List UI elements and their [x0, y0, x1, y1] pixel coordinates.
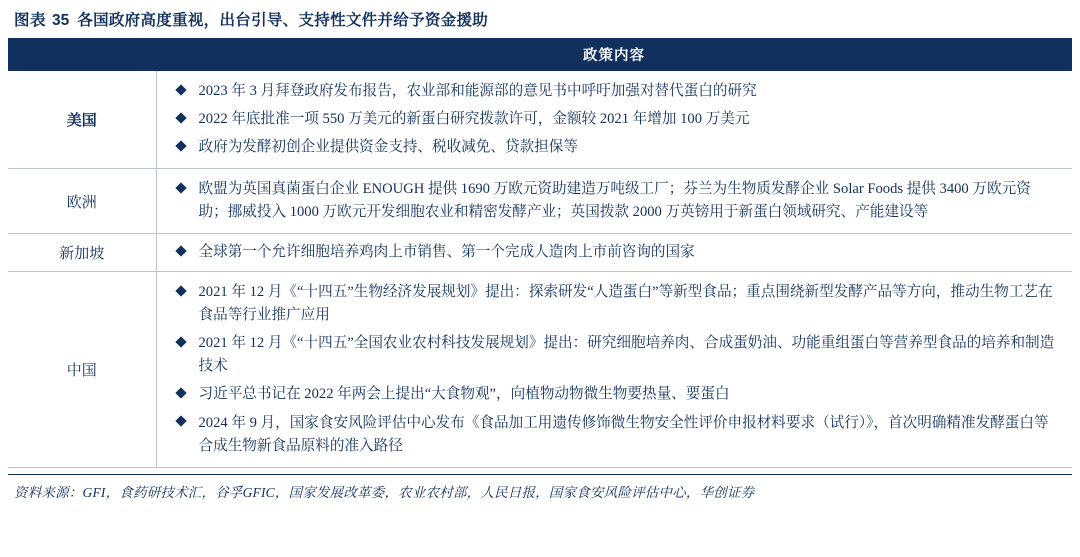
diamond-bullet-icon [175, 337, 186, 348]
diamond-bullet-icon [175, 416, 186, 427]
diamond-bullet-icon [175, 182, 186, 193]
bullet-list [167, 281, 1059, 457]
list-item [167, 178, 1059, 224]
table-header-row [8, 39, 1072, 71]
list-item [167, 281, 1059, 327]
diamond-bullet-icon [175, 140, 186, 151]
table-header [8, 39, 1072, 71]
list-item [167, 108, 1059, 131]
figure-title-number: 35 [52, 12, 70, 29]
list-item-text: 2024 年 9 月，国家食安风险评估中心发布《食品加工用遗传修饰微生物安全性评价申报材料要求（试行）》，首次明确精准发酵蛋白等合成生物新食品原料的准入路径 [198, 414, 1049, 454]
region-cell: 美国 [8, 71, 156, 169]
figure-title [8, 0, 1072, 38]
table-row [8, 234, 1072, 272]
list-item [167, 332, 1059, 378]
table-body [8, 71, 1072, 468]
diamond-bullet-icon [175, 84, 186, 95]
column-header-region [8, 39, 156, 71]
table-row [8, 71, 1072, 169]
bullet-list [167, 80, 1059, 159]
list-item-text: 政府为发酵初创企业提供资金支持、税收减免、贷款担保等 [198, 139, 578, 156]
content-cell [156, 234, 1072, 272]
region-cell: 新加坡 [8, 234, 156, 272]
list-item [167, 383, 1059, 406]
figure-title-label: 图表 [14, 12, 47, 29]
diamond-bullet-icon [175, 245, 186, 256]
table-row [8, 272, 1072, 467]
policy-table [8, 38, 1072, 468]
figure-title-text: 各国政府高度重视，出台引导、支持性文件并给予资金援助 [77, 12, 489, 29]
table-row [8, 169, 1072, 234]
list-item [167, 136, 1059, 159]
source-note: 资料来源：GFI，食药研技术汇，谷孚GFIC，国家发展改革委，农业农村部，人民日报，国家食安风险评估中心，华创证券 [8, 474, 1072, 501]
content-cell [156, 272, 1072, 467]
list-item-text: 欧盟为英国真菌蛋白企业 ENOUGH 提供 1690 万欧元资助建造万吨级工厂；芬兰为生物质发酵企业 Solar Foods 提供 3400 万欧元资助；挪威投入 1000 万欧元开发细胞农业和精密发酵产业；英国拨款 2000 万英镑用于新蛋白领域研究、产能建设等 [198, 181, 1031, 221]
list-item [167, 241, 1059, 264]
list-item-text: 2021 年 12 月《“十四五”全国农业农村科技发展规划》提出：研究细胞培养肉、合成蛋奶油、功能重组蛋白等营养型食品的培养和制造技术 [198, 335, 1055, 375]
content-cell [156, 169, 1072, 234]
list-item [167, 412, 1059, 458]
list-item [167, 80, 1059, 103]
column-header-content: 政策内容 [156, 39, 1072, 71]
diamond-bullet-icon [175, 285, 186, 296]
diamond-bullet-icon [175, 112, 186, 123]
list-item-text: 2023 年 3 月拜登政府发布报告，农业部和能源部的意见书中呼吁加强对替代蛋白的研究 [198, 83, 757, 99]
diamond-bullet-icon [175, 388, 186, 399]
bullet-list [167, 178, 1059, 224]
region-cell: 欧洲 [8, 169, 156, 234]
content-cell [156, 71, 1072, 169]
bullet-list [167, 241, 1059, 264]
region-cell: 中国 [8, 272, 156, 467]
list-item-text: 2021 年 12 月《“十四五”生物经济发展规划》提出：探索研发“人造蛋白”等新型食品；重点围绕新型发酵产品等方向，推动生物工艺在食品等行业推广应用 [198, 284, 1053, 324]
list-item-text: 全球第一个允许细胞培养鸡肉上市销售、第一个完成人造肉上市前咨询的国家 [198, 244, 695, 261]
list-item-text: 2022 年底批准一项 550 万美元的新蛋白研究拨款许可，金额较 2021 年增加 100 万美元 [198, 111, 750, 128]
list-item-text: 习近平总书记在 2022 年两会上提出“大食物观”，向植物动物微生物要热量、要蛋白 [198, 386, 730, 403]
